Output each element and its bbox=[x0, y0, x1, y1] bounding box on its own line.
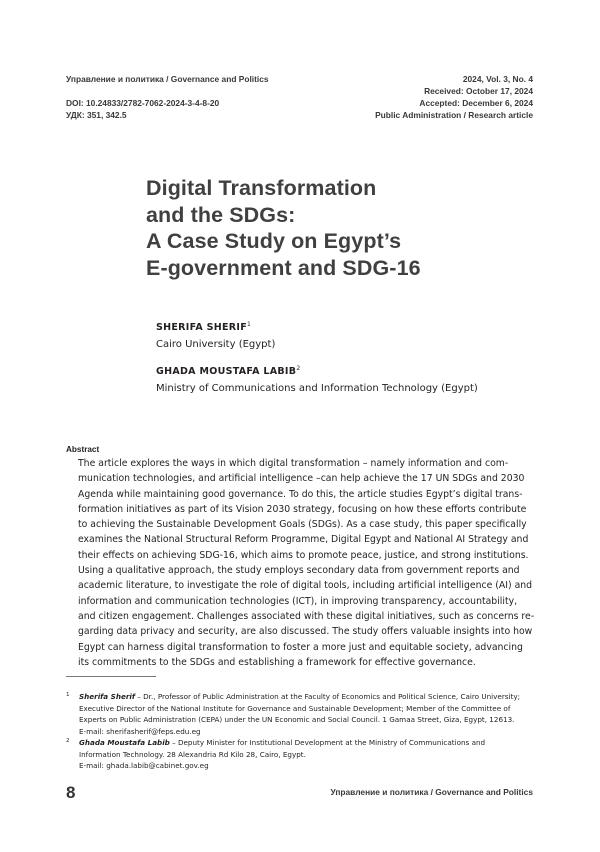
footnote-number: 2 bbox=[66, 738, 70, 744]
footnote-text: – Deputy Minister for Institutional Development at the Ministry of Communications and bbox=[169, 738, 486, 747]
article-type: Public Administration / Research article bbox=[375, 110, 533, 120]
footnote-line: Experts on Public Administration (CEPA) under the UN Economic and Social Council. 1 Gamaa Street, Giza, Egypt, 12613. bbox=[79, 715, 515, 725]
title-line: E-government and SDG-16 bbox=[146, 255, 421, 280]
author-name: GHADA MOUSTAFA LABIB$^2$ bbox=[156, 365, 301, 378]
footnote-author-name: Sherifa Sherif bbox=[79, 692, 135, 701]
author-block bbox=[156, 321, 546, 350]
udk: УДК: 351, 342.5 bbox=[66, 110, 127, 120]
footnote-email: E-mail: ghada.labib@cabinet.gov.eg bbox=[79, 761, 209, 771]
title-line: and the SDGs: bbox=[146, 202, 296, 227]
author-block bbox=[156, 365, 546, 394]
author-footnote-ref: 2 bbox=[296, 365, 301, 372]
author-affiliation: Cairo University (Egypt) bbox=[156, 339, 276, 351]
doi: DOI: 10.24833/2782-7062-2024-3-4-8-20 bbox=[66, 98, 220, 108]
received-date: Received: October 17, 2024 bbox=[424, 86, 533, 96]
footer-journal-name: Управление и политика / Governance and Politics bbox=[330, 787, 533, 797]
abstract-line: munication technologies, and artificial intelligence –can help achieve the 17 UN SDGs and 2030 bbox=[78, 473, 525, 485]
footnote bbox=[66, 691, 536, 738]
footnote-line: Information Technology. 28 Alexandria Rd Kilo 28, Cairo, Egypt. bbox=[79, 749, 306, 759]
author-name: SHERIFA SHERIF$^1$ bbox=[156, 321, 252, 334]
accepted-date: Accepted: December 6, 2024 bbox=[419, 98, 533, 108]
author-affiliation: Ministry of Communications and Information Technology (Egypt) bbox=[156, 383, 478, 395]
abstract-line: academic literature, to investigate the role of digital tools, including artificial intelligence (AI) and bbox=[78, 580, 533, 592]
article-title bbox=[146, 175, 546, 281]
issue-info: 2024, Vol. 3, No. 4 bbox=[462, 74, 533, 84]
abstract-line: Agenda while maintaining good governance. To do this, the article studies Egypt’s digital trans- bbox=[78, 488, 523, 500]
title-line: Digital Transformation bbox=[146, 176, 377, 200]
title-line: A Case Study on Egypt’s bbox=[146, 229, 402, 253]
abstract-line: to achieving the Sustainable Development Goals (SDGs). As a case study, this paper specifically bbox=[78, 519, 527, 531]
footnote-number: 1 bbox=[66, 692, 70, 698]
abstract-line: garding data privacy and security, are also discussed. The study offers valuable insights into how bbox=[78, 626, 533, 638]
header-right bbox=[293, 73, 533, 121]
abstract-body bbox=[78, 456, 538, 670]
abstract-line: and citizen engagement. Challenges associated with these digital initiatives, such as concerns re- bbox=[78, 610, 535, 622]
abstract-line: their effects on achieving SDG-16, which aims to promote peace, justice, and strong institutions. bbox=[78, 549, 529, 561]
abstract-line: examines the National Structural Reform Programme, Digital Egypt and National AI Strategy and bbox=[78, 534, 529, 546]
author-footnote-ref: 1 bbox=[247, 321, 252, 328]
footnote bbox=[66, 737, 536, 772]
abstract-line: Egypt can harness digital transformation to foster a more just and equitable society, advancing bbox=[78, 641, 523, 653]
abstract-line: Using a qualitative approach, the study employs secondary data from government reports and bbox=[78, 565, 520, 577]
abstract-line: formation initiatives as part of its Vision 2030 strategy, focusing on how these efforts contribute bbox=[78, 503, 527, 515]
footnote-line: Executive Director of the National Institute for Governance and Sustainable Development; Member of the Committee of bbox=[79, 703, 511, 713]
abstract-line: The article explores the ways in which digital transformation – namely information and com- bbox=[78, 458, 509, 469]
footnote-text: – Dr., Professor of Public Administration at the Faculty of Economics and Political Science, Cairo University; bbox=[134, 692, 521, 701]
abstract-line: information and communication technologies (ICT), in improving transparency, accountability, bbox=[78, 595, 518, 607]
footnote-email: E-mail: sherifasherif@feps.edu.eg bbox=[79, 727, 201, 737]
abstract-heading: Abstract bbox=[66, 445, 100, 454]
footnote-divider bbox=[66, 676, 156, 677]
abstract-line: its commitments to the SDGs and establishing a framework for effective governance. bbox=[78, 656, 476, 668]
footnote-author-name: Ghada Moustafa Labib bbox=[79, 738, 170, 747]
page-number: 8 bbox=[66, 783, 76, 802]
journal-name: Управление и политика / Governance and Politics bbox=[66, 74, 269, 84]
